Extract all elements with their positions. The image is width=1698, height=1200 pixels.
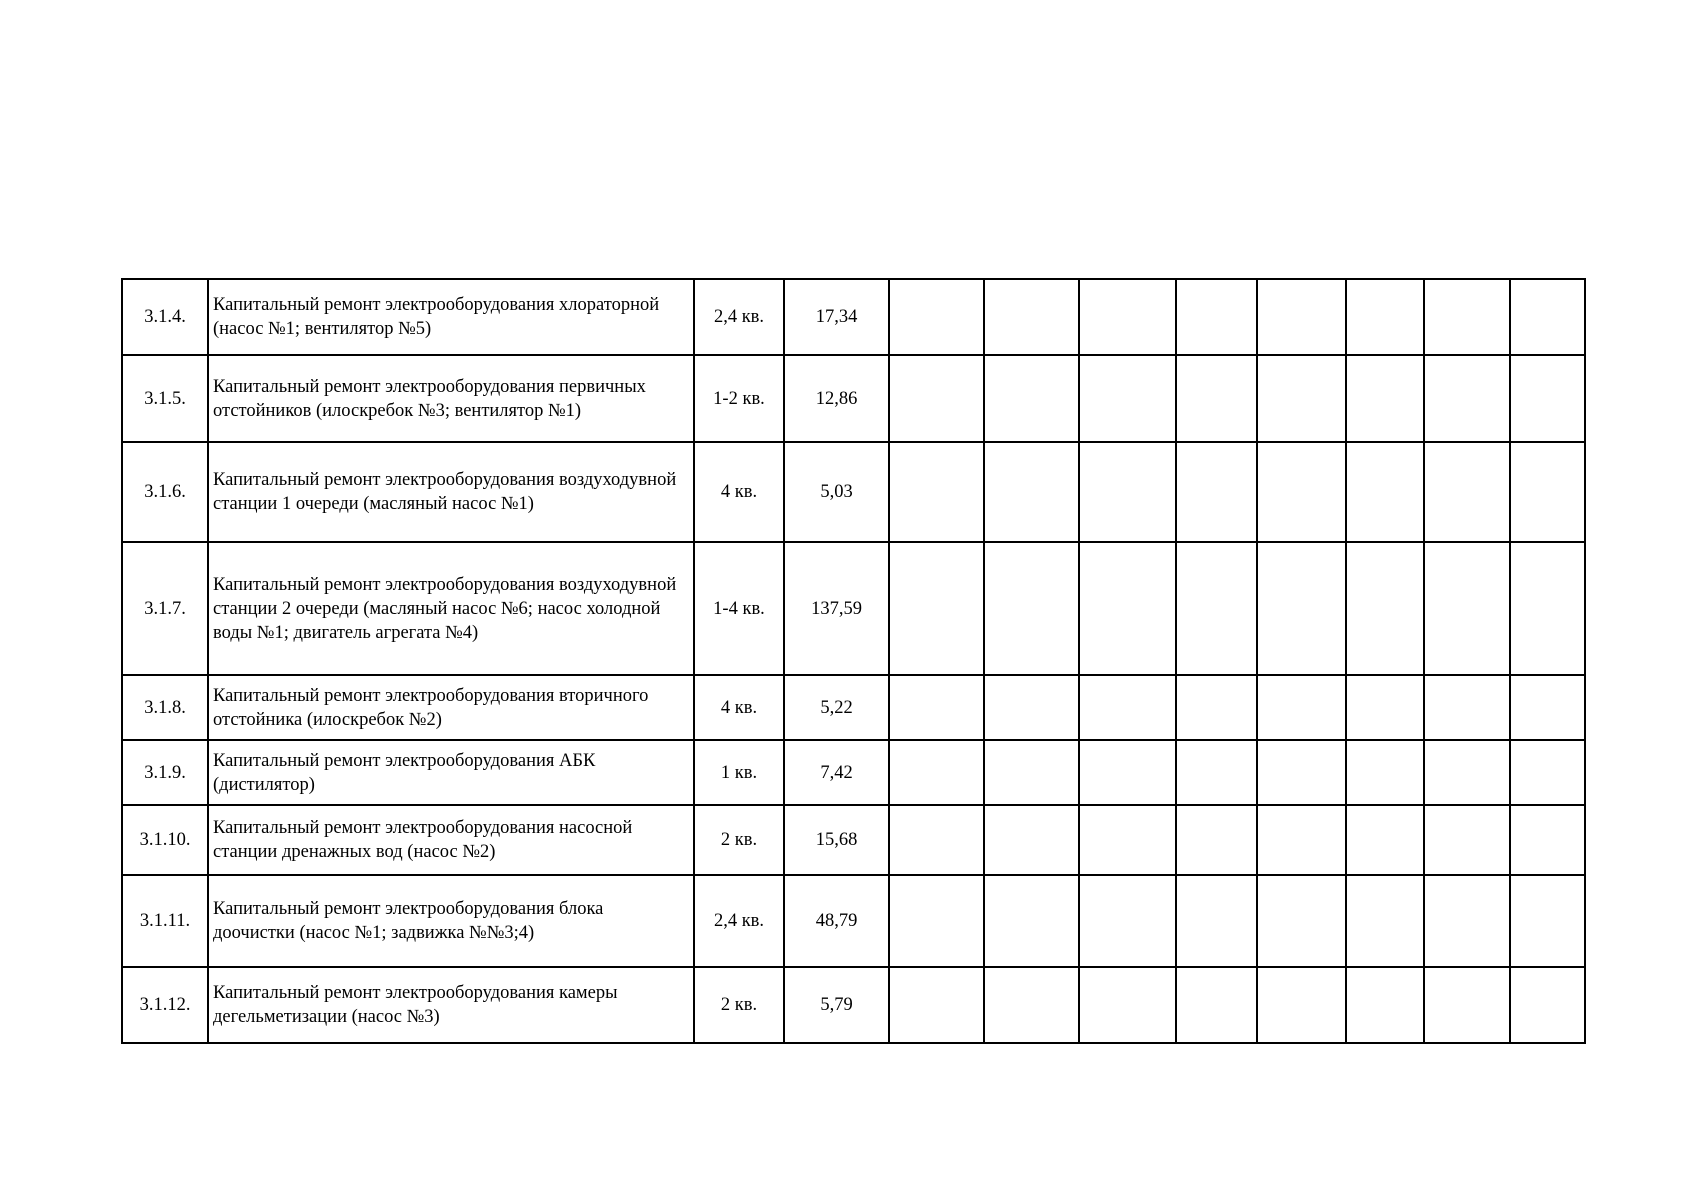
row-description: Капитальный ремонт электрооборудования АБК (дистилятор): [208, 740, 694, 805]
works-table: [121, 278, 1586, 1044]
empty-cell: [1510, 740, 1585, 805]
empty-cell: [1079, 542, 1176, 675]
table-row: [122, 875, 1585, 967]
row-period: 4 кв.: [694, 442, 784, 542]
row-number: 3.1.6.: [122, 442, 208, 542]
row-number: 3.1.8.: [122, 675, 208, 740]
row-value: 5,79: [784, 967, 889, 1043]
empty-cell: [1346, 442, 1424, 542]
empty-cell: [889, 805, 984, 875]
row-value: 5,22: [784, 675, 889, 740]
empty-cell: [889, 875, 984, 967]
empty-cell: [1510, 442, 1585, 542]
empty-cell: [1257, 805, 1346, 875]
empty-cell: [1510, 355, 1585, 442]
empty-cell: [1346, 740, 1424, 805]
empty-cell: [1176, 675, 1257, 740]
empty-cell: [1079, 442, 1176, 542]
empty-cell: [889, 675, 984, 740]
row-description: Капитальный ремонт электрооборудования воздуходувной станции 1 очереди (масляный насос №1): [208, 442, 694, 542]
empty-cell: [889, 967, 984, 1043]
row-number: 3.1.11.: [122, 875, 208, 967]
empty-cell: [1257, 967, 1346, 1043]
row-number: 3.1.5.: [122, 355, 208, 442]
empty-cell: [1346, 675, 1424, 740]
empty-cell: [1510, 542, 1585, 675]
empty-cell: [984, 805, 1079, 875]
row-number: 3.1.4.: [122, 279, 208, 355]
row-number: 3.1.7.: [122, 542, 208, 675]
row-period: 1-2 кв.: [694, 355, 784, 442]
empty-cell: [1424, 279, 1510, 355]
empty-cell: [984, 355, 1079, 442]
empty-cell: [1424, 967, 1510, 1043]
empty-cell: [1079, 805, 1176, 875]
empty-cell: [1510, 805, 1585, 875]
empty-cell: [1346, 875, 1424, 967]
table-row: [122, 355, 1585, 442]
row-period: 2 кв.: [694, 805, 784, 875]
empty-cell: [1257, 542, 1346, 675]
empty-cell: [1176, 875, 1257, 967]
empty-cell: [984, 967, 1079, 1043]
empty-cell: [1424, 740, 1510, 805]
row-value: 12,86: [784, 355, 889, 442]
table-row: [122, 967, 1585, 1043]
table-row: [122, 740, 1585, 805]
empty-cell: [984, 875, 1079, 967]
row-number: 3.1.12.: [122, 967, 208, 1043]
empty-cell: [1346, 805, 1424, 875]
empty-cell: [1510, 967, 1585, 1043]
row-description: Капитальный ремонт электрооборудования первичных отстойников (илоскребок №3; вентилятор №1): [208, 355, 694, 442]
empty-cell: [1176, 740, 1257, 805]
row-period: 1 кв.: [694, 740, 784, 805]
row-description: Капитальный ремонт электрооборудования воздуходувной станции 2 очереди (масляный насос №6; насос холодной воды №1; двигатель агрегата №4): [208, 542, 694, 675]
empty-cell: [1346, 542, 1424, 675]
empty-cell: [1424, 355, 1510, 442]
row-value: 15,68: [784, 805, 889, 875]
empty-cell: [1176, 355, 1257, 442]
row-value: 48,79: [784, 875, 889, 967]
row-description: Капитальный ремонт электрооборудования камеры дегельметизации (насос №3): [208, 967, 694, 1043]
table-body: [122, 279, 1585, 1043]
empty-cell: [1424, 875, 1510, 967]
table-row: [122, 279, 1585, 355]
empty-cell: [1176, 442, 1257, 542]
empty-cell: [1079, 279, 1176, 355]
empty-cell: [1257, 675, 1346, 740]
empty-cell: [1424, 805, 1510, 875]
empty-cell: [1257, 442, 1346, 542]
empty-cell: [984, 740, 1079, 805]
empty-cell: [1079, 740, 1176, 805]
row-description: Капитальный ремонт электрооборудования хлораторной (насос №1; вентилятор №5): [208, 279, 694, 355]
empty-cell: [984, 542, 1079, 675]
row-value: 5,03: [784, 442, 889, 542]
empty-cell: [1176, 805, 1257, 875]
empty-cell: [889, 279, 984, 355]
empty-cell: [1079, 675, 1176, 740]
empty-cell: [1346, 279, 1424, 355]
empty-cell: [1257, 875, 1346, 967]
row-value: 7,42: [784, 740, 889, 805]
empty-cell: [1176, 967, 1257, 1043]
empty-cell: [984, 279, 1079, 355]
empty-cell: [889, 355, 984, 442]
row-number: 3.1.9.: [122, 740, 208, 805]
empty-cell: [1079, 355, 1176, 442]
table-row: [122, 542, 1585, 675]
empty-cell: [1346, 355, 1424, 442]
row-description: Капитальный ремонт электрооборудования блока доочистки (насос №1; задвижка №№3;4): [208, 875, 694, 967]
empty-cell: [889, 740, 984, 805]
empty-cell: [1257, 279, 1346, 355]
empty-cell: [1176, 542, 1257, 675]
row-value: 137,59: [784, 542, 889, 675]
table-row: [122, 805, 1585, 875]
row-period: 2,4 кв.: [694, 279, 784, 355]
row-value: 17,34: [784, 279, 889, 355]
empty-cell: [1510, 875, 1585, 967]
empty-cell: [1176, 279, 1257, 355]
empty-cell: [984, 675, 1079, 740]
row-description: Капитальный ремонт электрооборудования вторичного отстойника (илоскребок №2): [208, 675, 694, 740]
empty-cell: [889, 542, 984, 675]
empty-cell: [1510, 279, 1585, 355]
table-row: [122, 442, 1585, 542]
table-row: [122, 675, 1585, 740]
empty-cell: [1424, 542, 1510, 675]
row-number: 3.1.10.: [122, 805, 208, 875]
row-period: 2,4 кв.: [694, 875, 784, 967]
empty-cell: [1346, 967, 1424, 1043]
empty-cell: [1424, 675, 1510, 740]
empty-cell: [889, 442, 984, 542]
empty-cell: [1257, 740, 1346, 805]
row-period: 2 кв.: [694, 967, 784, 1043]
empty-cell: [984, 442, 1079, 542]
empty-cell: [1257, 355, 1346, 442]
empty-cell: [1079, 875, 1176, 967]
row-period: 4 кв.: [694, 675, 784, 740]
empty-cell: [1424, 442, 1510, 542]
row-period: 1-4 кв.: [694, 542, 784, 675]
empty-cell: [1079, 967, 1176, 1043]
empty-cell: [1510, 675, 1585, 740]
row-description: Капитальный ремонт электрооборудования насосной станции дренажных вод (насос №2): [208, 805, 694, 875]
